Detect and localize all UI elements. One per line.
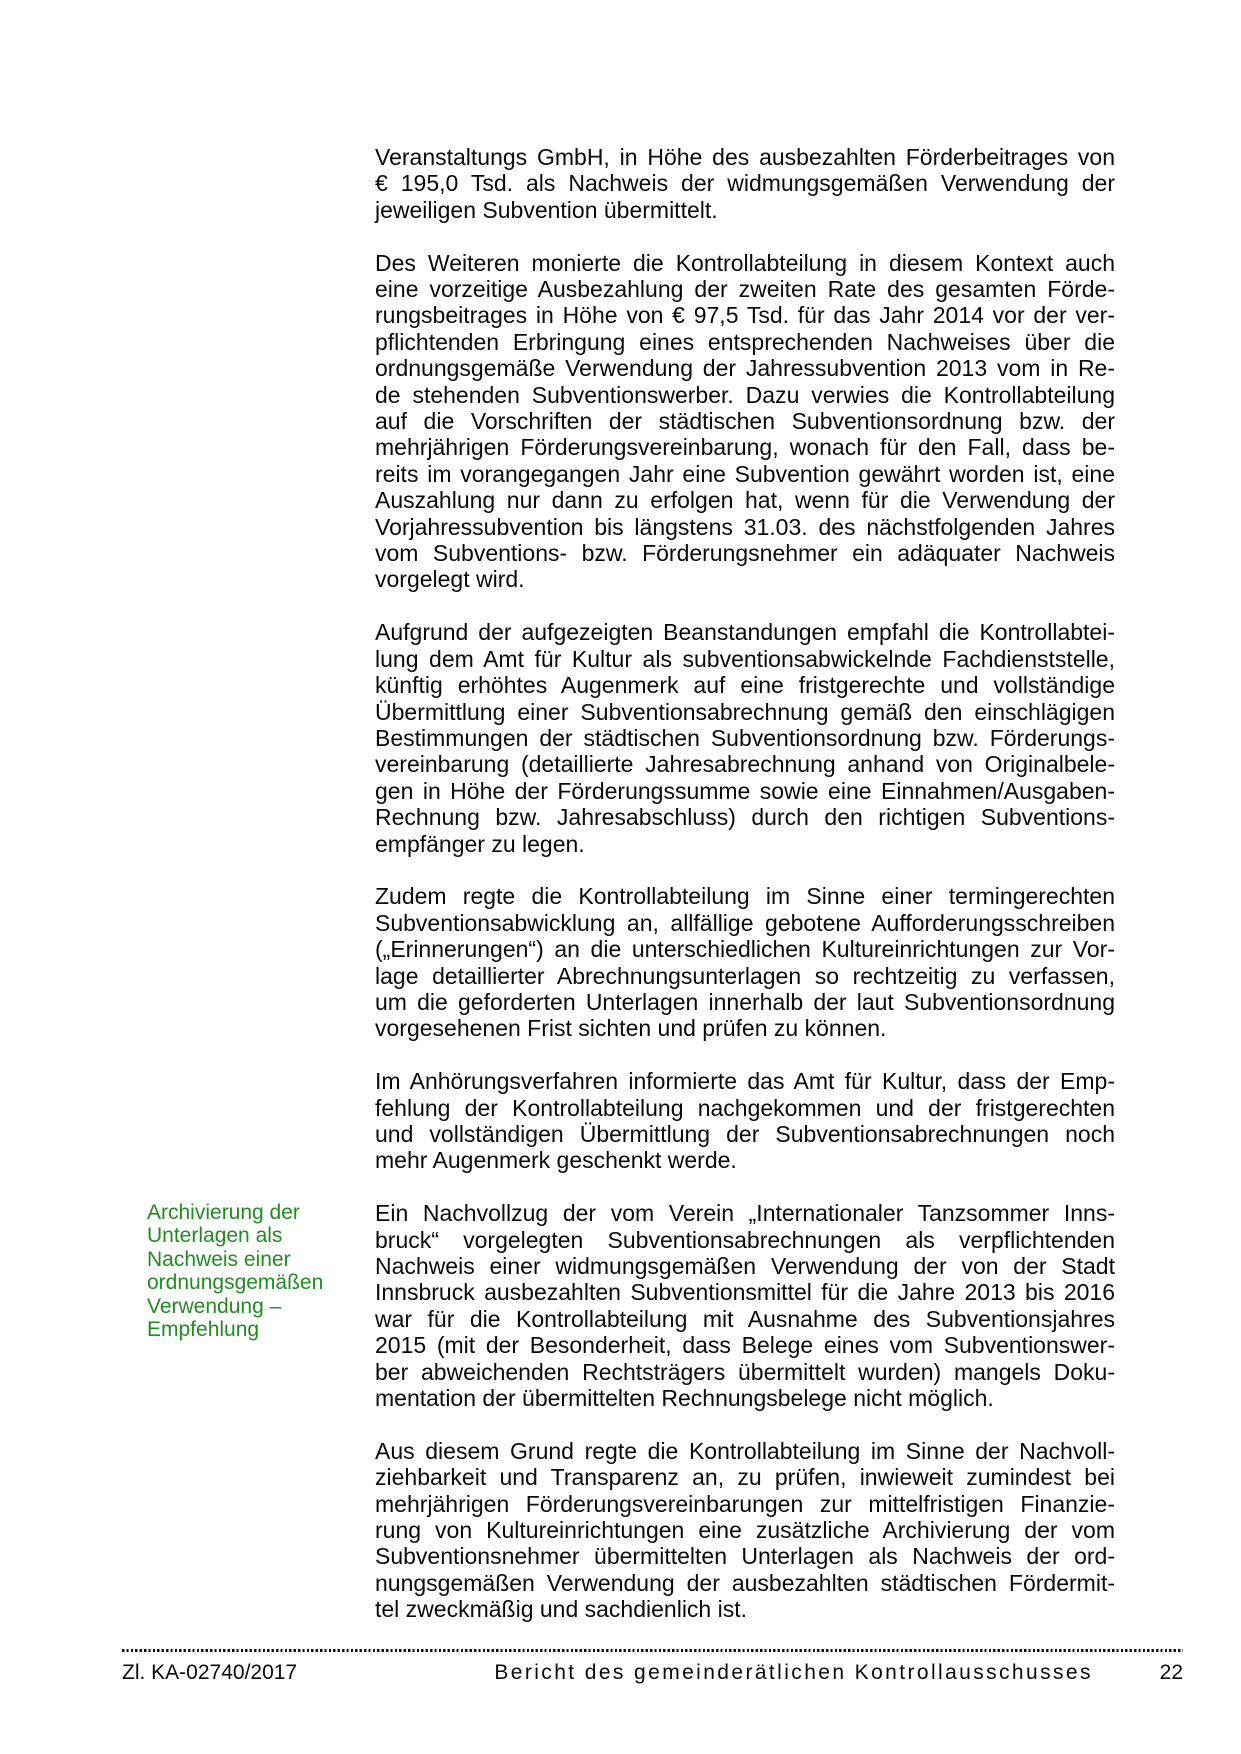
margin-note-line: Empfehlung bbox=[147, 1318, 260, 1342]
text-line: tel zweckmäßig und sachdienlich ist. bbox=[375, 1596, 747, 1623]
text-line: Nachweis einer widmungsgemäßen Verwendung der von der Stadt bbox=[375, 1252, 1115, 1279]
text-line: Subventionsabwicklung an, allfällige gebotene Aufforderungsschreiben bbox=[375, 909, 1115, 936]
text-line: auf die Vorschriften der städtischen Subventionsordnung bzw. der bbox=[375, 408, 1115, 435]
text-line: Innsbruck ausbezahlten Subventionsmittel für die Jahre 2013 bis 2016 bbox=[375, 1279, 1115, 1306]
text-line: künftig erhöhtes Augenmerk auf eine fristgerechte und vollständige bbox=[375, 672, 1115, 699]
text-line: pflichtenden Erbringung eines entsprechenden Nachweises über die bbox=[375, 328, 1115, 355]
text-line: rung von Kultureinrichtungen eine zusätzliche Archivierung der vom bbox=[375, 1517, 1115, 1544]
text-line: mehr Augenmerk geschenkt werde. bbox=[375, 1147, 737, 1174]
margin-note-line: Verwendung – bbox=[147, 1294, 282, 1318]
paragraph bbox=[375, 1068, 1115, 1174]
text-line: vereinbarung (detaillierte Jahresabrechnung anhand von Originalbele- bbox=[375, 751, 1115, 778]
text-line: mentation der übermittelten Rechnungsbelege nicht möglich. bbox=[375, 1385, 994, 1412]
text-line: Auszahlung nur dann zu erfolgen hat, wenn für die Verwendung der bbox=[375, 487, 1115, 514]
footer-reference: Zl. KA-02740/2017 bbox=[122, 1661, 298, 1684]
document-body bbox=[375, 144, 1115, 1649]
paragraph bbox=[375, 1438, 1115, 1623]
text-line: lung dem Amt für Kultur als subventionsabwickelnde Fachdienststelle, bbox=[375, 645, 1115, 672]
text-line: reits im vorangegangen Jahr eine Subvention gewährt worden ist, eine bbox=[375, 460, 1115, 487]
margin-note-line: Archivierung der bbox=[147, 1201, 300, 1224]
text-line: eine vorzeitige Ausbezahlung der zweiten Rate des gesamten Förde- bbox=[375, 276, 1115, 303]
text-line: fehlung der Kontrollabteilung nachgekommen und der fristgerechten bbox=[375, 1094, 1115, 1121]
margin-note-line: ordnungsgemäßen bbox=[147, 1271, 324, 1295]
text-line: Vorjahressubvention bis längstens 31.03. des nächstfolgenden Jahres bbox=[375, 513, 1115, 540]
paragraph bbox=[375, 883, 1115, 1041]
text-line: gen in Höhe der Förderungssumme sowie eine Einnahmen/Ausgaben- bbox=[375, 777, 1115, 804]
text-line: ordnungsgemäße Verwendung der Jahressubvention 2013 vom in Re- bbox=[375, 355, 1115, 382]
text-line: empfänger zu legen. bbox=[375, 830, 585, 857]
text-line: Ein Nachvollzug der vom Verein „Internationaler Tanzsommer Inns- bbox=[375, 1200, 1115, 1227]
text-line: de stehenden Subventionswerber. Dazu verwies die Kontrollabteilung bbox=[375, 381, 1115, 408]
text-line: 2015 (mit der Besonderheit, dass Belege eines vom Subventionswer- bbox=[375, 1332, 1115, 1359]
text-line: Aus diesem Grund regte die Kontrollabteilung im Sinne der Nachvoll- bbox=[375, 1437, 1115, 1464]
footer-title: Bericht des gemeinderätlichen Kontrollausschusses bbox=[494, 1661, 1093, 1684]
text-line: und vollständigen Übermittlung der Subventionsabrechnungen noch bbox=[375, 1120, 1115, 1147]
margin-note-line: Unterlagen als bbox=[147, 1224, 283, 1248]
text-line: Veranstaltungs GmbH, in Höhe des ausbezahlten Förderbeitrages von bbox=[375, 144, 1115, 170]
text-line: vom Subventions- bzw. Förderungsnehmer ein adäquater Nachweis bbox=[375, 540, 1115, 567]
text-line: lage detaillierter Abrechnungsunterlagen so rechtzeitig zu verfassen, bbox=[375, 962, 1115, 989]
text-line: um die geforderten Unterlagen innerhalb der laut Subventionsordnung bbox=[375, 988, 1115, 1015]
text-line: war für die Kontrollabteilung mit Ausnahme des Subventionsjahres bbox=[375, 1305, 1115, 1332]
paragraph bbox=[375, 619, 1115, 857]
footer-dotted-rule bbox=[122, 1649, 1183, 1652]
margin-note bbox=[147, 1201, 362, 1341]
text-line: mehrjährigen Förderungsvereinbarungen zur mittelfristigen Finanzie- bbox=[375, 1490, 1115, 1517]
text-line: vorgesehenen Frist sichten und prüfen zu können. bbox=[375, 1015, 887, 1042]
text-line: rungsbeitrages in Höhe von € 97,5 Tsd. für das Jahr 2014 vor der ver- bbox=[375, 302, 1115, 329]
paragraph bbox=[375, 250, 1115, 593]
page-footer bbox=[122, 1661, 1183, 1691]
text-line: Im Anhörungsverfahren informierte das Amt für Kultur, dass der Emp- bbox=[375, 1068, 1115, 1095]
text-line: nungsgemäßen Verwendung der ausbezahlten städtischen Fördermit- bbox=[375, 1569, 1115, 1596]
text-line: jeweiligen Subvention übermittelt. bbox=[375, 196, 718, 223]
text-line: Rechnung bzw. Jahresabschluss) durch den richtigen Subventions- bbox=[375, 804, 1115, 831]
text-line: Zudem regte die Kontrollabteilung im Sinne einer termingerechten bbox=[375, 883, 1115, 910]
text-line: („Erinnerungen“) an die unterschiedlichen Kultureinrichtungen zur Vor- bbox=[375, 936, 1115, 963]
paragraph bbox=[375, 144, 1115, 223]
text-line: mehrjährigen Förderungsvereinbarung, wonach für den Fall, dass be- bbox=[375, 434, 1115, 461]
margin-note-line: Nachweis einer bbox=[147, 1247, 291, 1271]
text-line: Subventionsnehmer übermittelten Unterlagen als Nachweis der ord- bbox=[375, 1543, 1115, 1570]
paragraph bbox=[375, 1200, 1115, 1411]
text-line: Übermittlung einer Subventionsabrechnung gemäß den einschlägigen bbox=[375, 698, 1115, 725]
text-line: Aufgrund der aufgezeigten Beanstandungen empfahl die Kontrollabtei- bbox=[375, 619, 1115, 646]
text-line: vorgelegt wird. bbox=[375, 566, 525, 593]
text-line: ber abweichenden Rechtsträgers übermittelt wurden) mangels Doku- bbox=[375, 1358, 1115, 1385]
text-line: ziehbarkeit und Transparenz an, zu prüfen, inwieweit zumindest bei bbox=[375, 1464, 1115, 1491]
text-line: bruck“ vorgelegten Subventionsabrechnungen als verpflichtenden bbox=[375, 1226, 1115, 1253]
text-line: Bestimmungen der städtischen Subventionsordnung bzw. Förderungs- bbox=[375, 724, 1115, 751]
footer-page-number: 22 bbox=[1159, 1661, 1183, 1684]
text-line: Des Weiteren monierte die Kontrollabteilung in diesem Kontext auch bbox=[375, 249, 1115, 276]
text-line: € 195,0 Tsd. als Nachweis der widmungsgemäßen Verwendung der bbox=[375, 170, 1115, 197]
